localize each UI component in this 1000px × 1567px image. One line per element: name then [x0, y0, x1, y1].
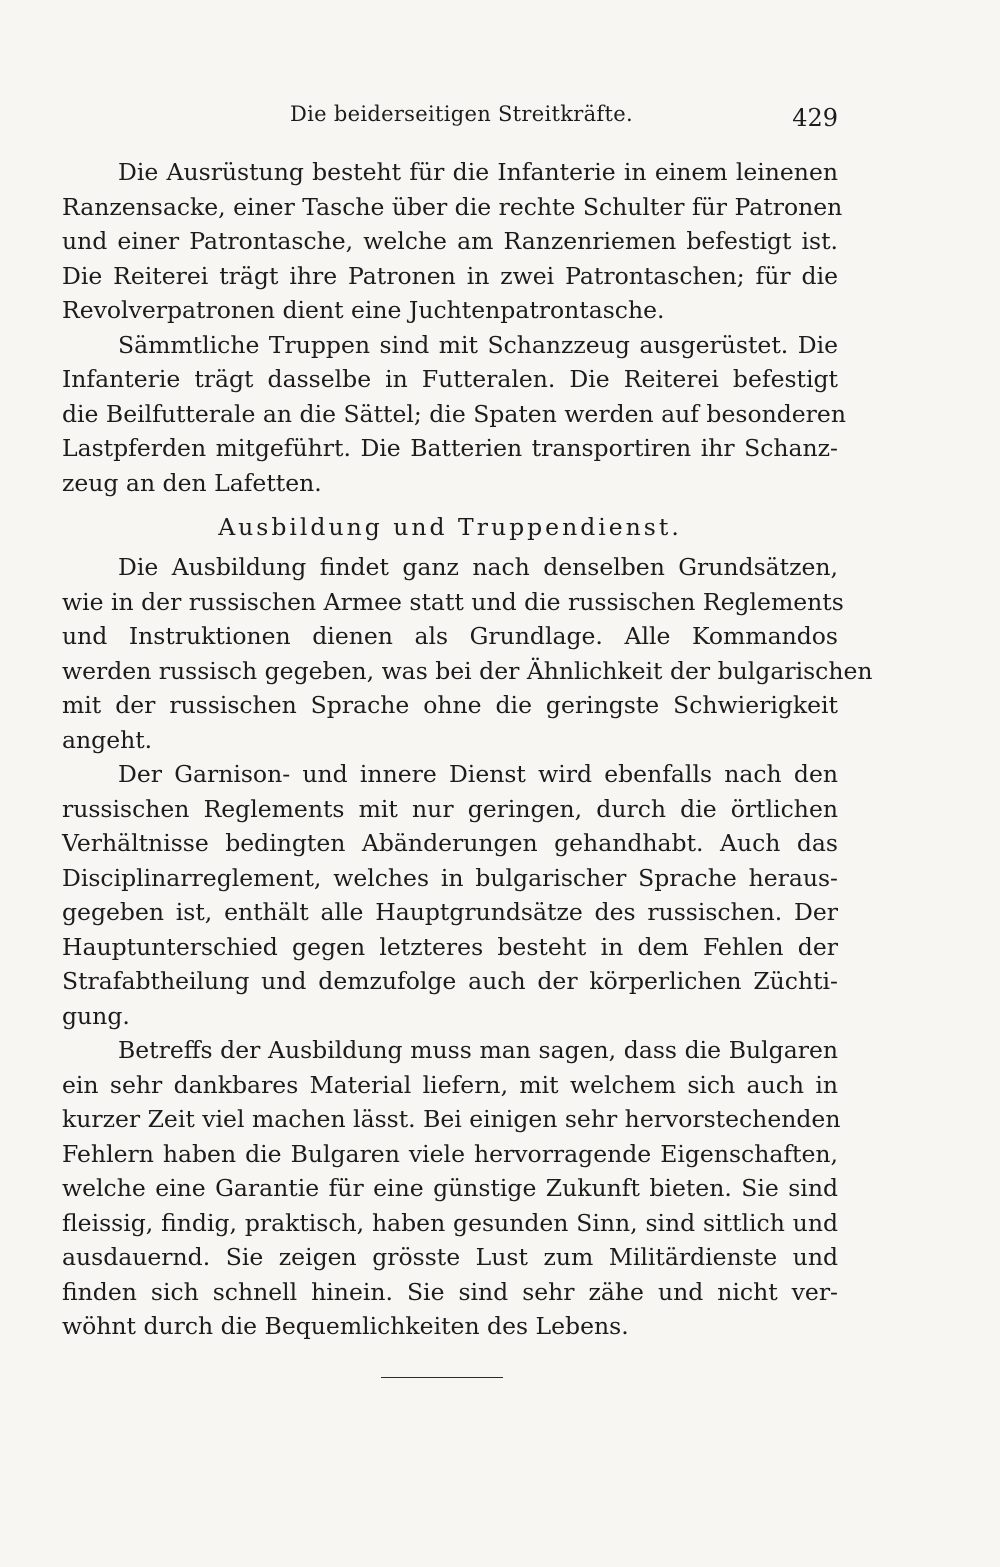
- text-line: und Instruktionen dienen als Grundlage. Alle Kommandos: [62, 622, 838, 650]
- text-line: finden sich schnell hinein. Sie sind sehr zähe und nicht ver-: [62, 1277, 838, 1306]
- text-line: und einer Patrontasche, welche am Ranzenriemen befestigt ist.: [62, 227, 838, 255]
- text-line: kurzer Zeit viel machen lässt. Bei einigen sehr hervorstechenden: [62, 1105, 841, 1133]
- text-line: Die Ausbildung findet ganz nach denselben Grundsätzen,: [118, 553, 838, 581]
- text-line: ausdauernd. Sie zeigen grösste Lust zum Militärdienste und: [62, 1243, 838, 1271]
- text-line: Ranzensacke, einer Tasche über die rechte Schulter für Patronen: [62, 192, 843, 221]
- text-line: zeug an den Lafetten.: [62, 468, 322, 497]
- section-heading: Ausbildung und Truppendienst.: [218, 513, 682, 541]
- text-line: fleissig, findig, praktisch, haben gesunden Sinn, sind sittlich und: [62, 1208, 838, 1237]
- running-header: [62, 102, 838, 134]
- text-line: mit der russischen Sprache ohne die geringste Schwierigkeit: [62, 691, 838, 719]
- running-title: Die beiderseitigen Streitkräfte.: [290, 102, 633, 126]
- paragraph: [62, 757, 838, 1033]
- text-line: Der Garnison- und innere Dienst wird ebenfalls nach den: [118, 760, 838, 788]
- text-line: Revolverpatronen dient eine Juchtenpatrontasche.: [62, 296, 665, 324]
- text-line: Verhältnisse bedingten Abänderungen gehandhabt. Auch das: [62, 829, 838, 857]
- text-line: wie in der russischen Armee statt und die russischen Reglements: [62, 587, 844, 616]
- text-line: gung.: [62, 1001, 130, 1030]
- text-line: russischen Reglements mit nur geringen, durch die örtlichen: [62, 794, 838, 823]
- text-line: gegeben ist, enthält alle Hauptgrundsätze des russischen. Der: [62, 898, 838, 926]
- footnote-rule: [381, 1377, 503, 1378]
- text-line: Strafabtheilung und demzufolge auch der körperlichen Züchti-: [62, 967, 838, 995]
- text-line: Infanterie trägt dasselbe in Futteralen. Die Reiterei befestigt: [62, 365, 838, 393]
- paragraph: [62, 155, 843, 328]
- text-line: welche eine Garantie für eine günstige Zukunft bieten. Sie sind: [62, 1174, 838, 1202]
- text-line: ein sehr dankbares Material liefern, mit welchem sich auch in: [62, 1070, 838, 1099]
- text-line: angeht.: [62, 725, 153, 754]
- text-line: Hauptunterschied gegen letzteres besteht in dem Fehlen der: [62, 932, 838, 961]
- text-line: wöhnt durch die Bequemlichkeiten des Lebens.: [62, 1312, 629, 1340]
- text-line: Fehlern haben die Bulgaren viele hervorragende Eigenschaften,: [62, 1139, 838, 1168]
- paragraph: [62, 328, 846, 501]
- text-line: Betreffs der Ausbildung muss man sagen, dass die Bulgaren: [118, 1036, 838, 1064]
- text-line: die Beilfutterale an die Sättel; die Spaten werden auf besonderen: [62, 399, 846, 428]
- text-line: Die Reiterei trägt ihre Patronen in zwei Patrontaschen; für die: [62, 261, 838, 290]
- page-number: 429: [792, 104, 838, 132]
- body-text: [62, 155, 873, 1344]
- text-line: Sämmtliche Truppen sind mit Schanzzeug ausgerüstet. Die: [118, 330, 838, 359]
- text-line: werden russisch gegeben, was bei der Ähnlichkeit der bulgarischen: [62, 656, 873, 685]
- text-line: Die Ausrüstung besteht für die Infanterie in einem leinenen: [118, 158, 838, 186]
- text-line: Lastpferden mitgeführt. Die Batterien transportiren ihr Schanz-: [62, 434, 838, 462]
- text-line: Disciplinarreglement, welches in bulgarischer Sprache heraus-: [62, 863, 838, 892]
- paragraph: [62, 550, 873, 757]
- paragraph: [62, 1033, 841, 1344]
